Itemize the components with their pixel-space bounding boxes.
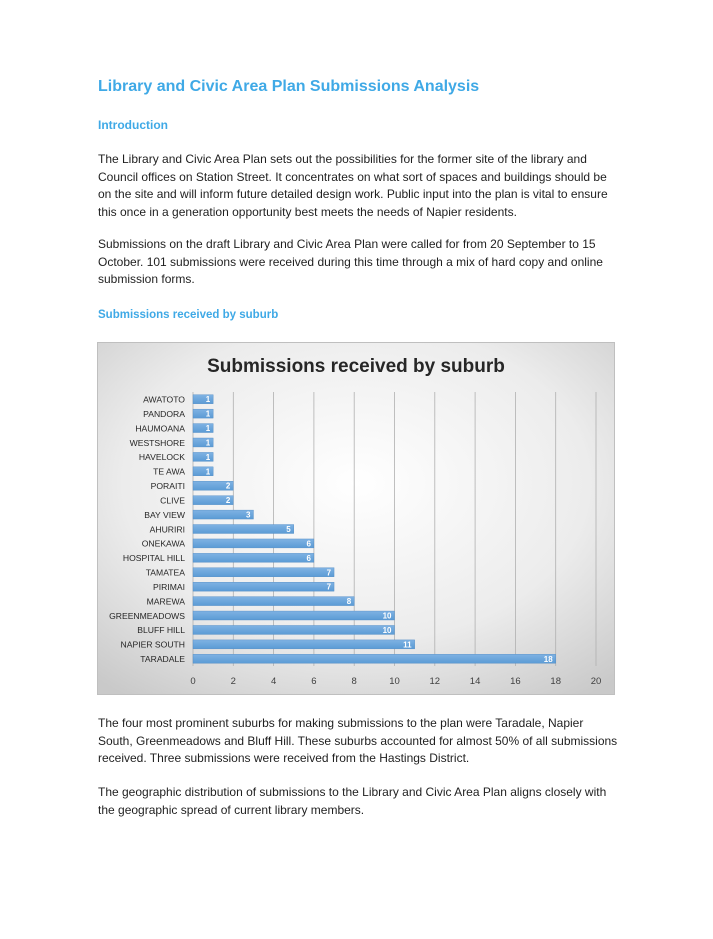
category-label: PANDORA xyxy=(143,408,185,419)
category-label: TAMATEA xyxy=(145,567,185,578)
bar-taradale xyxy=(193,654,556,663)
data-label: 1 xyxy=(205,409,211,419)
category-label: AWATOTO xyxy=(143,394,185,405)
bar-hospital-hill xyxy=(193,553,314,562)
data-label: 7 xyxy=(326,568,332,578)
data-label: 1 xyxy=(205,467,211,477)
category-label: HAVELOCK xyxy=(138,452,185,463)
intro-paragraph-2: Submissions on the draft Library and Civic Area Plan were called for from 20 September to 15 October. 101 submissions were received during this time through a mix of hard copy and online submission forms. xyxy=(98,237,603,286)
x-tick-label: 8 xyxy=(351,676,357,687)
data-label: 8 xyxy=(346,597,352,607)
bar-onekawa xyxy=(193,539,314,548)
x-tick-label: 10 xyxy=(389,676,400,687)
data-label: 6 xyxy=(306,553,311,563)
data-label: 7 xyxy=(326,582,332,592)
data-label: 6 xyxy=(306,539,311,549)
category-label: NAPIER SOUTH xyxy=(120,639,185,650)
data-label: 1 xyxy=(205,452,211,462)
category-label: BAY VIEW xyxy=(144,509,185,520)
category-label: WESTSHORE xyxy=(129,437,185,448)
data-label: 10 xyxy=(382,625,392,635)
analysis-paragraph-2: The geographic distribution of submissions to the Library and Civic Area Plan aligns closely with the geographic spread of current library members. xyxy=(98,785,607,817)
x-tick-label: 2 xyxy=(230,676,236,687)
category-label: HAUMOANA xyxy=(135,423,185,434)
bar-tamatea xyxy=(193,568,334,577)
chart-title: Submissions received by suburb xyxy=(207,356,505,377)
data-label: 1 xyxy=(205,395,211,405)
category-label: MAREWA xyxy=(146,596,185,607)
category-label: AHURIRI xyxy=(149,524,185,535)
x-tick-label: 6 xyxy=(311,676,317,687)
data-label: 3 xyxy=(245,510,251,520)
x-tick-label: 20 xyxy=(590,676,602,687)
chart-canvas xyxy=(97,342,615,695)
bar-greenmeadows xyxy=(193,611,395,620)
category-label: HOSPITAL HILL xyxy=(122,553,185,564)
submissions-bar-chart xyxy=(97,342,615,695)
bar-bluff-hill xyxy=(193,625,395,634)
x-tick-label: 18 xyxy=(550,676,561,687)
category-label: TARADALE xyxy=(140,654,185,665)
data-label: 2 xyxy=(225,496,231,506)
data-label: 10 xyxy=(382,611,392,621)
category-label: PIRIMAI xyxy=(153,581,185,592)
data-label: 5 xyxy=(286,525,291,534)
suburb-section-heading: Submissions received by suburb xyxy=(98,309,279,321)
x-tick-label: 16 xyxy=(510,676,521,687)
analysis-paragraph-1: The four most prominent suburbs for making submissions to the plan were Taradale, Napier South, Greenmeadows and Bluff Hill. These suburbs accounted for almost 50% of all submissions received. Three submissions were received from the Hastings District. xyxy=(98,716,618,765)
bar-bay-view xyxy=(193,510,253,519)
category-label: ONEKAWA xyxy=(141,538,185,549)
data-label: 2 xyxy=(225,481,231,491)
x-tick-label: 0 xyxy=(190,676,196,687)
bar-ahuriri xyxy=(193,525,294,534)
category-label: TE AWA xyxy=(153,466,185,477)
bar-napier-south xyxy=(193,640,415,649)
page-title: Library and Civic Area Plan Submissions Analysis xyxy=(98,78,480,95)
introduction-heading: Introduction xyxy=(98,118,168,132)
category-label: PORAITI xyxy=(150,481,185,492)
x-tick-label: 12 xyxy=(429,676,441,687)
bar-marewa xyxy=(193,597,354,606)
data-label: 11 xyxy=(403,640,412,650)
x-tick-label: 14 xyxy=(469,676,481,687)
intro-paragraph-1: The Library and Civic Area Plan sets out the possibilities for the former site of the library and Council offices on Station Street. It concentrates on what sort of spaces and buildings should be on the site and will inform future detailed design work. Public input into the plan is vital to ensure this once in a generation opportunity best meets the needs of Napier residents. xyxy=(98,152,608,219)
category-label: CLIVE xyxy=(160,495,185,506)
category-label: GREENMEADOWS xyxy=(109,610,185,621)
data-label: 1 xyxy=(205,438,211,448)
data-label: 18 xyxy=(543,654,553,664)
category-label: BLUFF HILL xyxy=(137,625,185,636)
data-label: 1 xyxy=(205,424,211,434)
bar-pirimai xyxy=(193,582,334,591)
x-tick-label: 4 xyxy=(270,676,277,687)
